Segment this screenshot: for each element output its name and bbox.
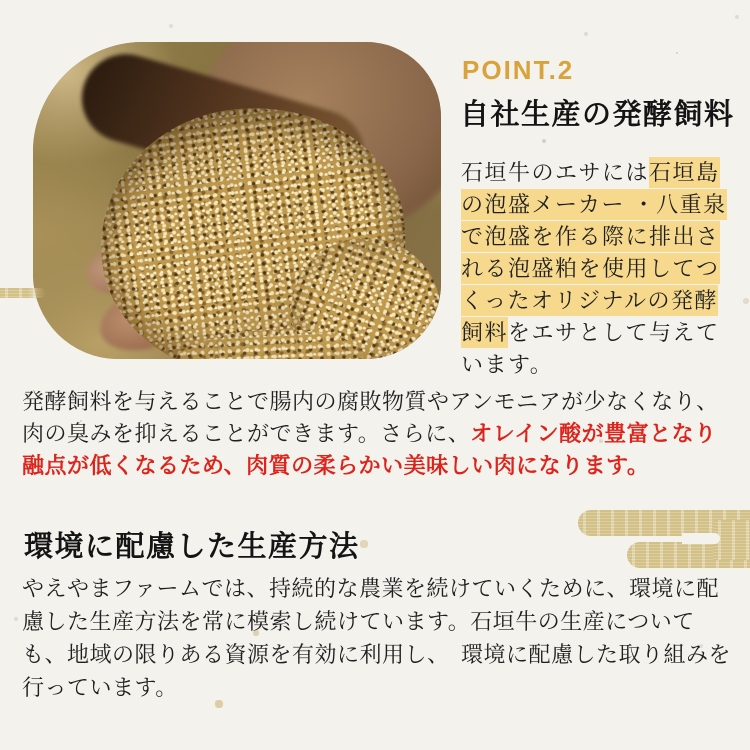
text-segment-plain: をエサとして与えています。 (461, 320, 720, 377)
gold-cloud-decoration (578, 510, 750, 568)
point-label: POINT.2 (462, 55, 575, 85)
feed-description (461, 157, 733, 381)
fermented-feed-photo (33, 42, 441, 359)
text-segment-plain: 石垣牛のエサには (461, 160, 650, 185)
eco-section-body: やえやまファームでは、持続的な農業を続けていくために、環境に配慮した生産方法を常に模索し続けています。石垣牛の生産についても、地域の限りある資源を有効に利用し、 環境に配慮した取り組みを行っています。 (22, 576, 732, 700)
gold-brush-stripe-decoration (0, 288, 46, 298)
text-segment-plain: 発酵飼料を与えることで腸内の腐敗物質やアンモニアが少なくなり、肉の臭みを抑えることができます。さらに、 (22, 389, 719, 446)
paper-speckles (0, 0, 2, 2)
point-title: 自社生産の発酵飼料 (460, 99, 735, 131)
cloud-slot-cutout (682, 533, 720, 544)
text-segment-highlight: 石垣島の泡盛メーカー ・八重泉で泡盛を作る際に排出される泡盛粕を使用してつくったオリジナルの発酵飼料 (461, 157, 727, 348)
eco-section-heading: 環境に配慮した生産方法 (24, 531, 360, 563)
text-segment-red: オレイン酸が豊富となり融点が低くなるため、肉質の柔らかい美味しい肉になります。 (22, 421, 717, 478)
effect-description (22, 386, 734, 482)
